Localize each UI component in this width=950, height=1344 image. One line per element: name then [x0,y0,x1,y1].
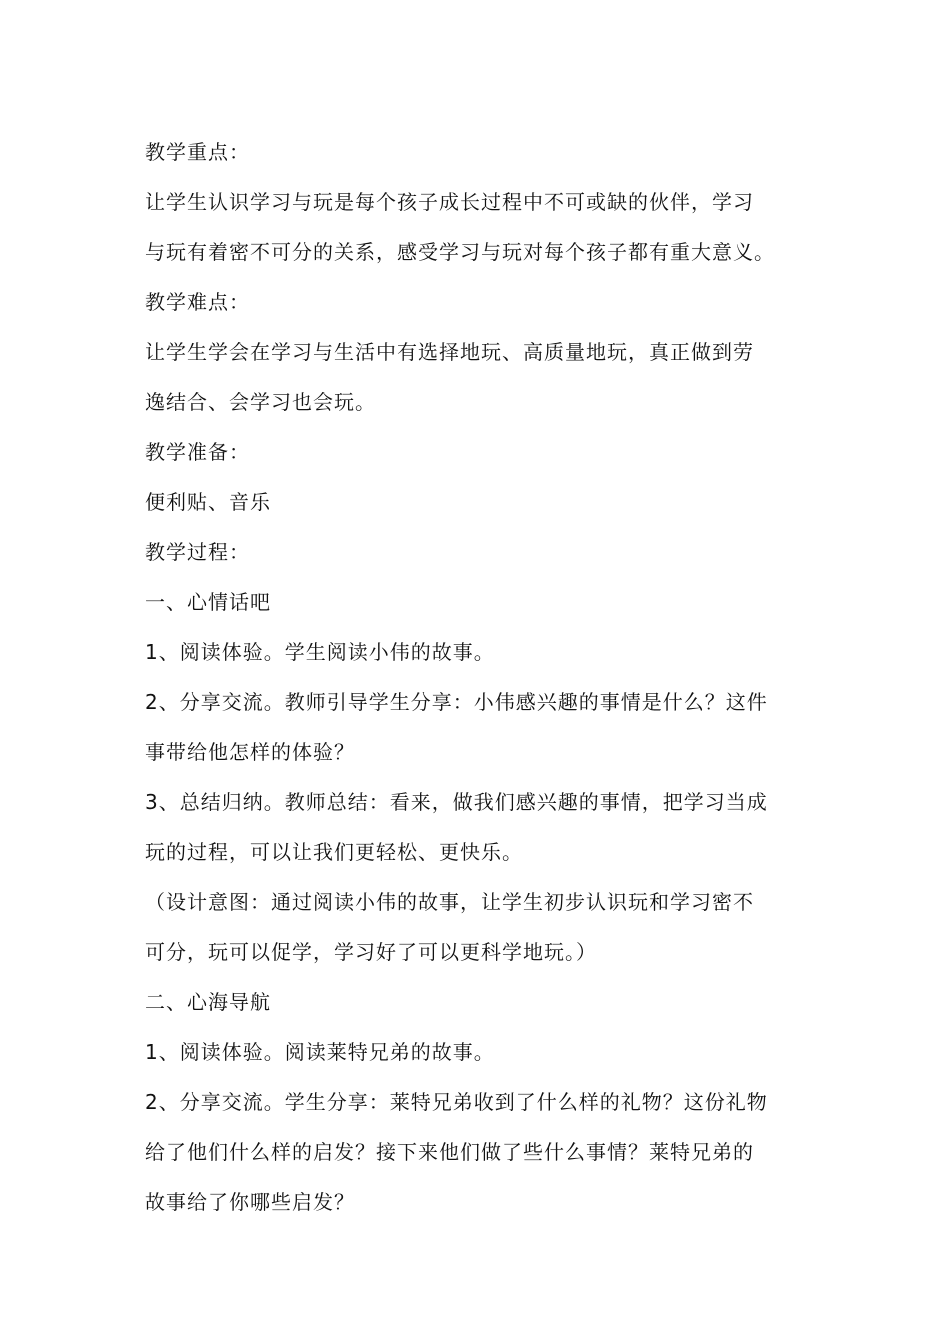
paragraph-line: 与玩有着密不可分的关系，感受学习与玩对每个孩子都有重大意义。 [145,240,775,264]
heading-teaching-difficulty: 教学难点： [145,290,250,314]
heading-teaching-preparation: 教学准备： [145,440,250,464]
document-body [145,127,810,1227]
list-item: 2、分享交流。学生分享：莱特兄弟收到了什么样的礼物？这份礼物 [145,1090,768,1114]
list-item-continuation: 事带给他怎样的体验？ [145,740,355,764]
section-heading: 一、心情话吧 [145,590,271,614]
paragraph-line: 让学生学会在学习与生活中有选择地玩、高质量地玩，真正做到劳 [145,340,754,364]
design-intent-note-continuation: 可分，玩可以促学，学习好了可以更科学地玩。） [145,940,597,964]
list-item: 1、阅读体验。学生阅读小伟的故事。 [145,640,495,664]
list-item-continuation: 故事给了你哪些启发？ [145,1190,355,1214]
list-item: 3、总结归纳。教师总结：看来，做我们感兴趣的事情，把学习当成 [145,790,768,814]
design-intent-note: （设计意图：通过阅读小伟的故事，让学生初步认识玩和学习密不 [145,890,754,914]
heading-teaching-process: 教学过程： [145,540,250,564]
paragraph-line: 逸结合、会学习也会玩。 [145,390,376,414]
list-item-continuation: 给了他们什么样的启发？接下来他们做了些什么事情？莱特兄弟的 [145,1140,754,1164]
section-heading: 二、心海导航 [145,990,271,1014]
list-item-continuation: 玩的过程，可以让我们更轻松、更快乐。 [145,840,523,864]
list-item: 1、阅读体验。阅读莱特兄弟的故事。 [145,1040,495,1064]
heading-teaching-focus: 教学重点： [145,140,250,164]
paragraph-line: 便利贴、音乐 [145,490,271,514]
list-item: 2、分享交流。教师引导学生分享：小伟感兴趣的事情是什么？这件 [145,690,768,714]
paragraph-line: 让学生认识学习与玩是每个孩子成长过程中不可或缺的伙伴，学习 [145,190,754,214]
